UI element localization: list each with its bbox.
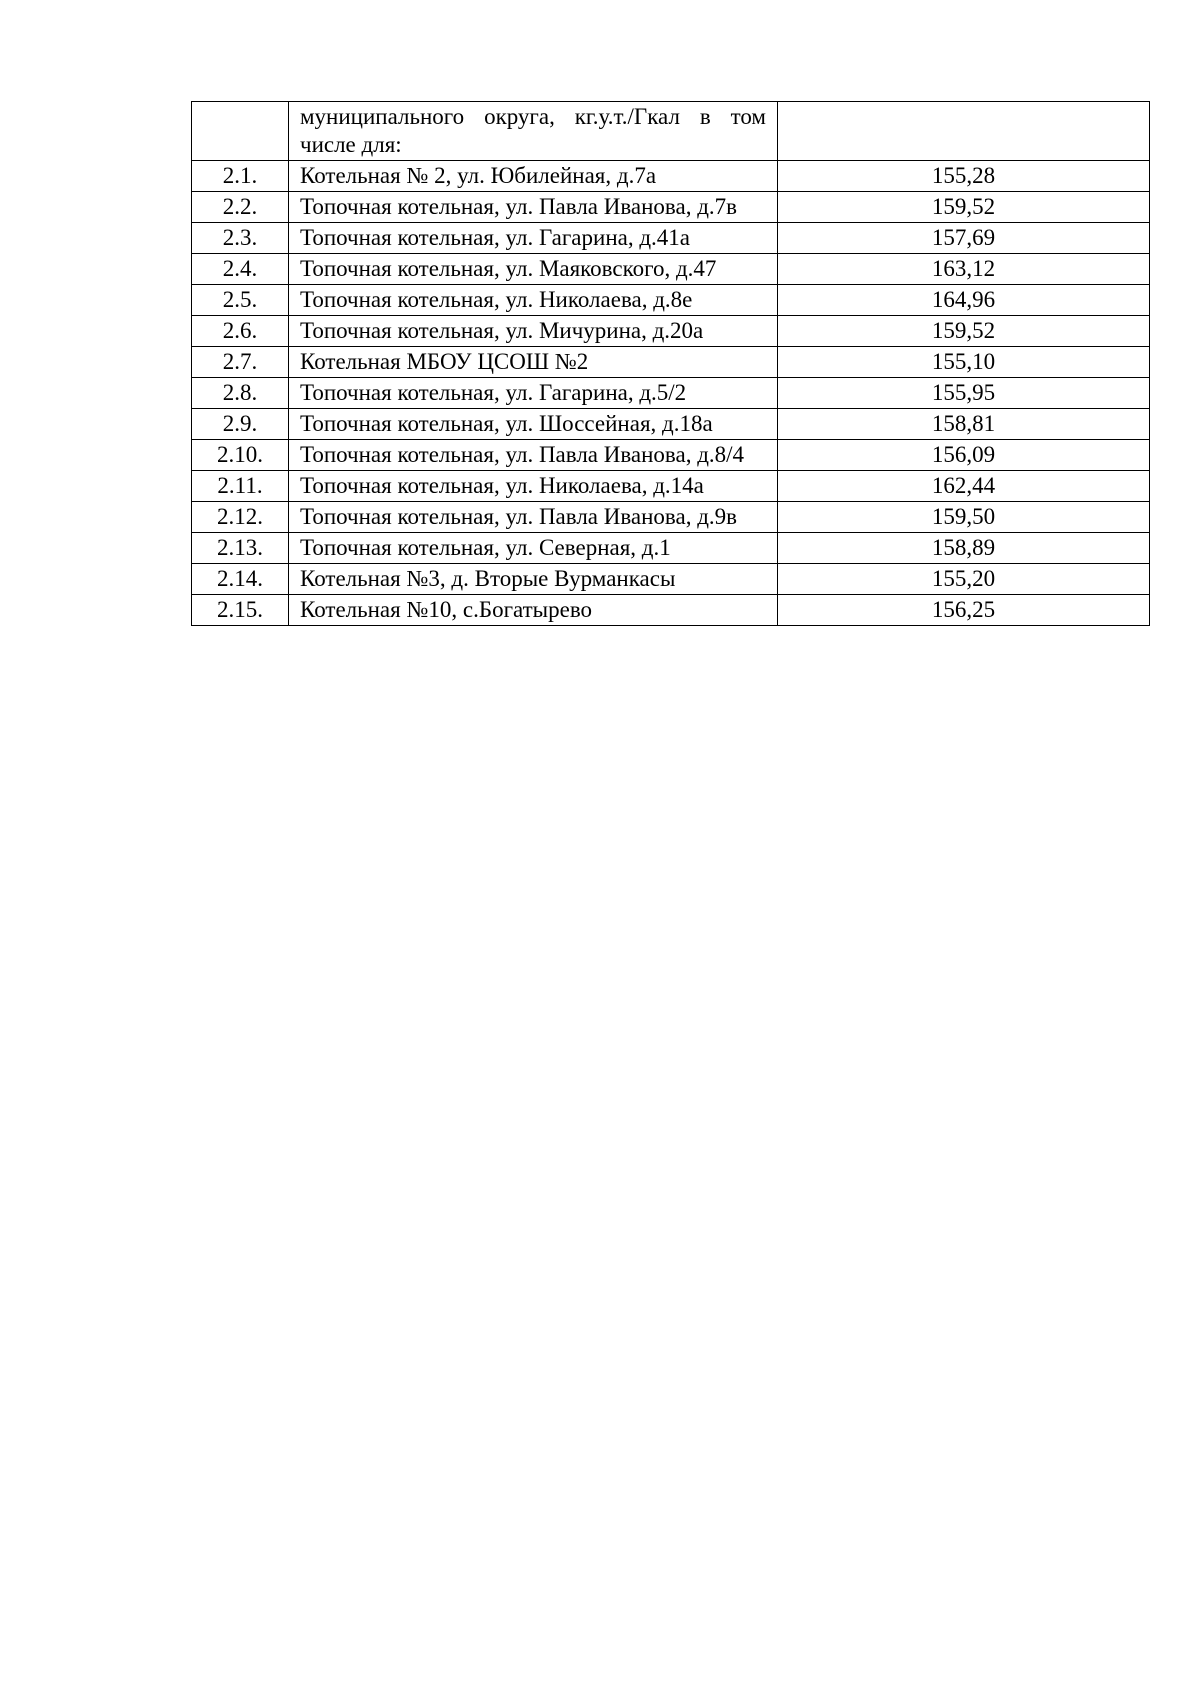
row-number-cell: 2.13. xyxy=(192,533,289,564)
row-name-cell: Котельная №10, с.Богатырево xyxy=(289,595,778,626)
row-number-cell: 2.5. xyxy=(192,285,289,316)
row-value-cell: 155,10 xyxy=(778,347,1150,378)
row-value-cell: 158,81 xyxy=(778,409,1150,440)
row-number-cell: 2.8. xyxy=(192,378,289,409)
table-row xyxy=(192,471,1150,502)
row-name-cell: Топочная котельная, ул. Мичурина, д.20а xyxy=(289,316,778,347)
row-value-cell: 155,95 xyxy=(778,378,1150,409)
row-name-cell: Топочная котельная, ул. Маяковского, д.47 xyxy=(289,254,778,285)
table-row xyxy=(192,564,1150,595)
table-row xyxy=(192,254,1150,285)
row-number-cell: 2.4. xyxy=(192,254,289,285)
row-number-cell xyxy=(192,102,289,161)
row-name-cell: Топочная котельная, ул. Павла Иванова, д.7в xyxy=(289,192,778,223)
row-number-cell: 2.9. xyxy=(192,409,289,440)
table-row xyxy=(192,595,1150,626)
row-number-cell: 2.12. xyxy=(192,502,289,533)
row-value-cell: 156,09 xyxy=(778,440,1150,471)
row-name-cell: Топочная котельная, ул. Гагарина, д.5/2 xyxy=(289,378,778,409)
table-row xyxy=(192,192,1150,223)
row-value-cell: 156,25 xyxy=(778,595,1150,626)
row-name-cell: Котельная №3, д. Вторые Вурманкасы xyxy=(289,564,778,595)
row-name-cell: Топочная котельная, ул. Павла Иванова, д.9в xyxy=(289,502,778,533)
table-row xyxy=(192,440,1150,471)
row-number-cell: 2.10. xyxy=(192,440,289,471)
table-row xyxy=(192,285,1150,316)
row-number-cell: 2.6. xyxy=(192,316,289,347)
row-value-cell xyxy=(778,102,1150,161)
table-row xyxy=(192,316,1150,347)
row-value-cell: 159,52 xyxy=(778,192,1150,223)
table-row xyxy=(192,409,1150,440)
fuel-consumption-table xyxy=(191,101,1150,626)
table-row xyxy=(192,378,1150,409)
row-number-cell: 2.7. xyxy=(192,347,289,378)
table-row xyxy=(192,161,1150,192)
row-number-cell: 2.3. xyxy=(192,223,289,254)
row-number-cell: 2.15. xyxy=(192,595,289,626)
row-number-cell: 2.11. xyxy=(192,471,289,502)
row-name-cell: Топочная котельная, ул. Николаева, д.8е xyxy=(289,285,778,316)
row-number-cell: 2.2. xyxy=(192,192,289,223)
row-name-cell: Топочная котельная, ул. Северная, д.1 xyxy=(289,533,778,564)
row-value-cell: 158,89 xyxy=(778,533,1150,564)
row-value-cell: 159,50 xyxy=(778,502,1150,533)
row-number-cell: 2.14. xyxy=(192,564,289,595)
row-value-cell: 164,96 xyxy=(778,285,1150,316)
row-value-cell: 155,28 xyxy=(778,161,1150,192)
table-row xyxy=(192,223,1150,254)
row-name-cell: муниципального округа, кг.у.т./Гкал в том числе для: xyxy=(289,102,778,161)
table-row xyxy=(192,347,1150,378)
row-name-cell: Топочная котельная, ул. Гагарина, д.41а xyxy=(289,223,778,254)
row-name-cell: Котельная № 2, ул. Юбилейная, д.7а xyxy=(289,161,778,192)
row-value-cell: 155,20 xyxy=(778,564,1150,595)
row-name-cell: Котельная МБОУ ЦСОШ №2 xyxy=(289,347,778,378)
table-row xyxy=(192,502,1150,533)
row-number-cell: 2.1. xyxy=(192,161,289,192)
table-row xyxy=(192,533,1150,564)
row-name-cell: Топочная котельная, ул. Шоссейная, д.18а xyxy=(289,409,778,440)
row-value-cell: 162,44 xyxy=(778,471,1150,502)
row-value-cell: 163,12 xyxy=(778,254,1150,285)
table-body xyxy=(192,102,1150,626)
row-name-cell: Топочная котельная, ул. Павла Иванова, д.8/4 xyxy=(289,440,778,471)
row-value-cell: 159,52 xyxy=(778,316,1150,347)
table-row-continuation xyxy=(192,102,1150,161)
row-value-cell: 157,69 xyxy=(778,223,1150,254)
row-name-cell: Топочная котельная, ул. Николаева, д.14а xyxy=(289,471,778,502)
